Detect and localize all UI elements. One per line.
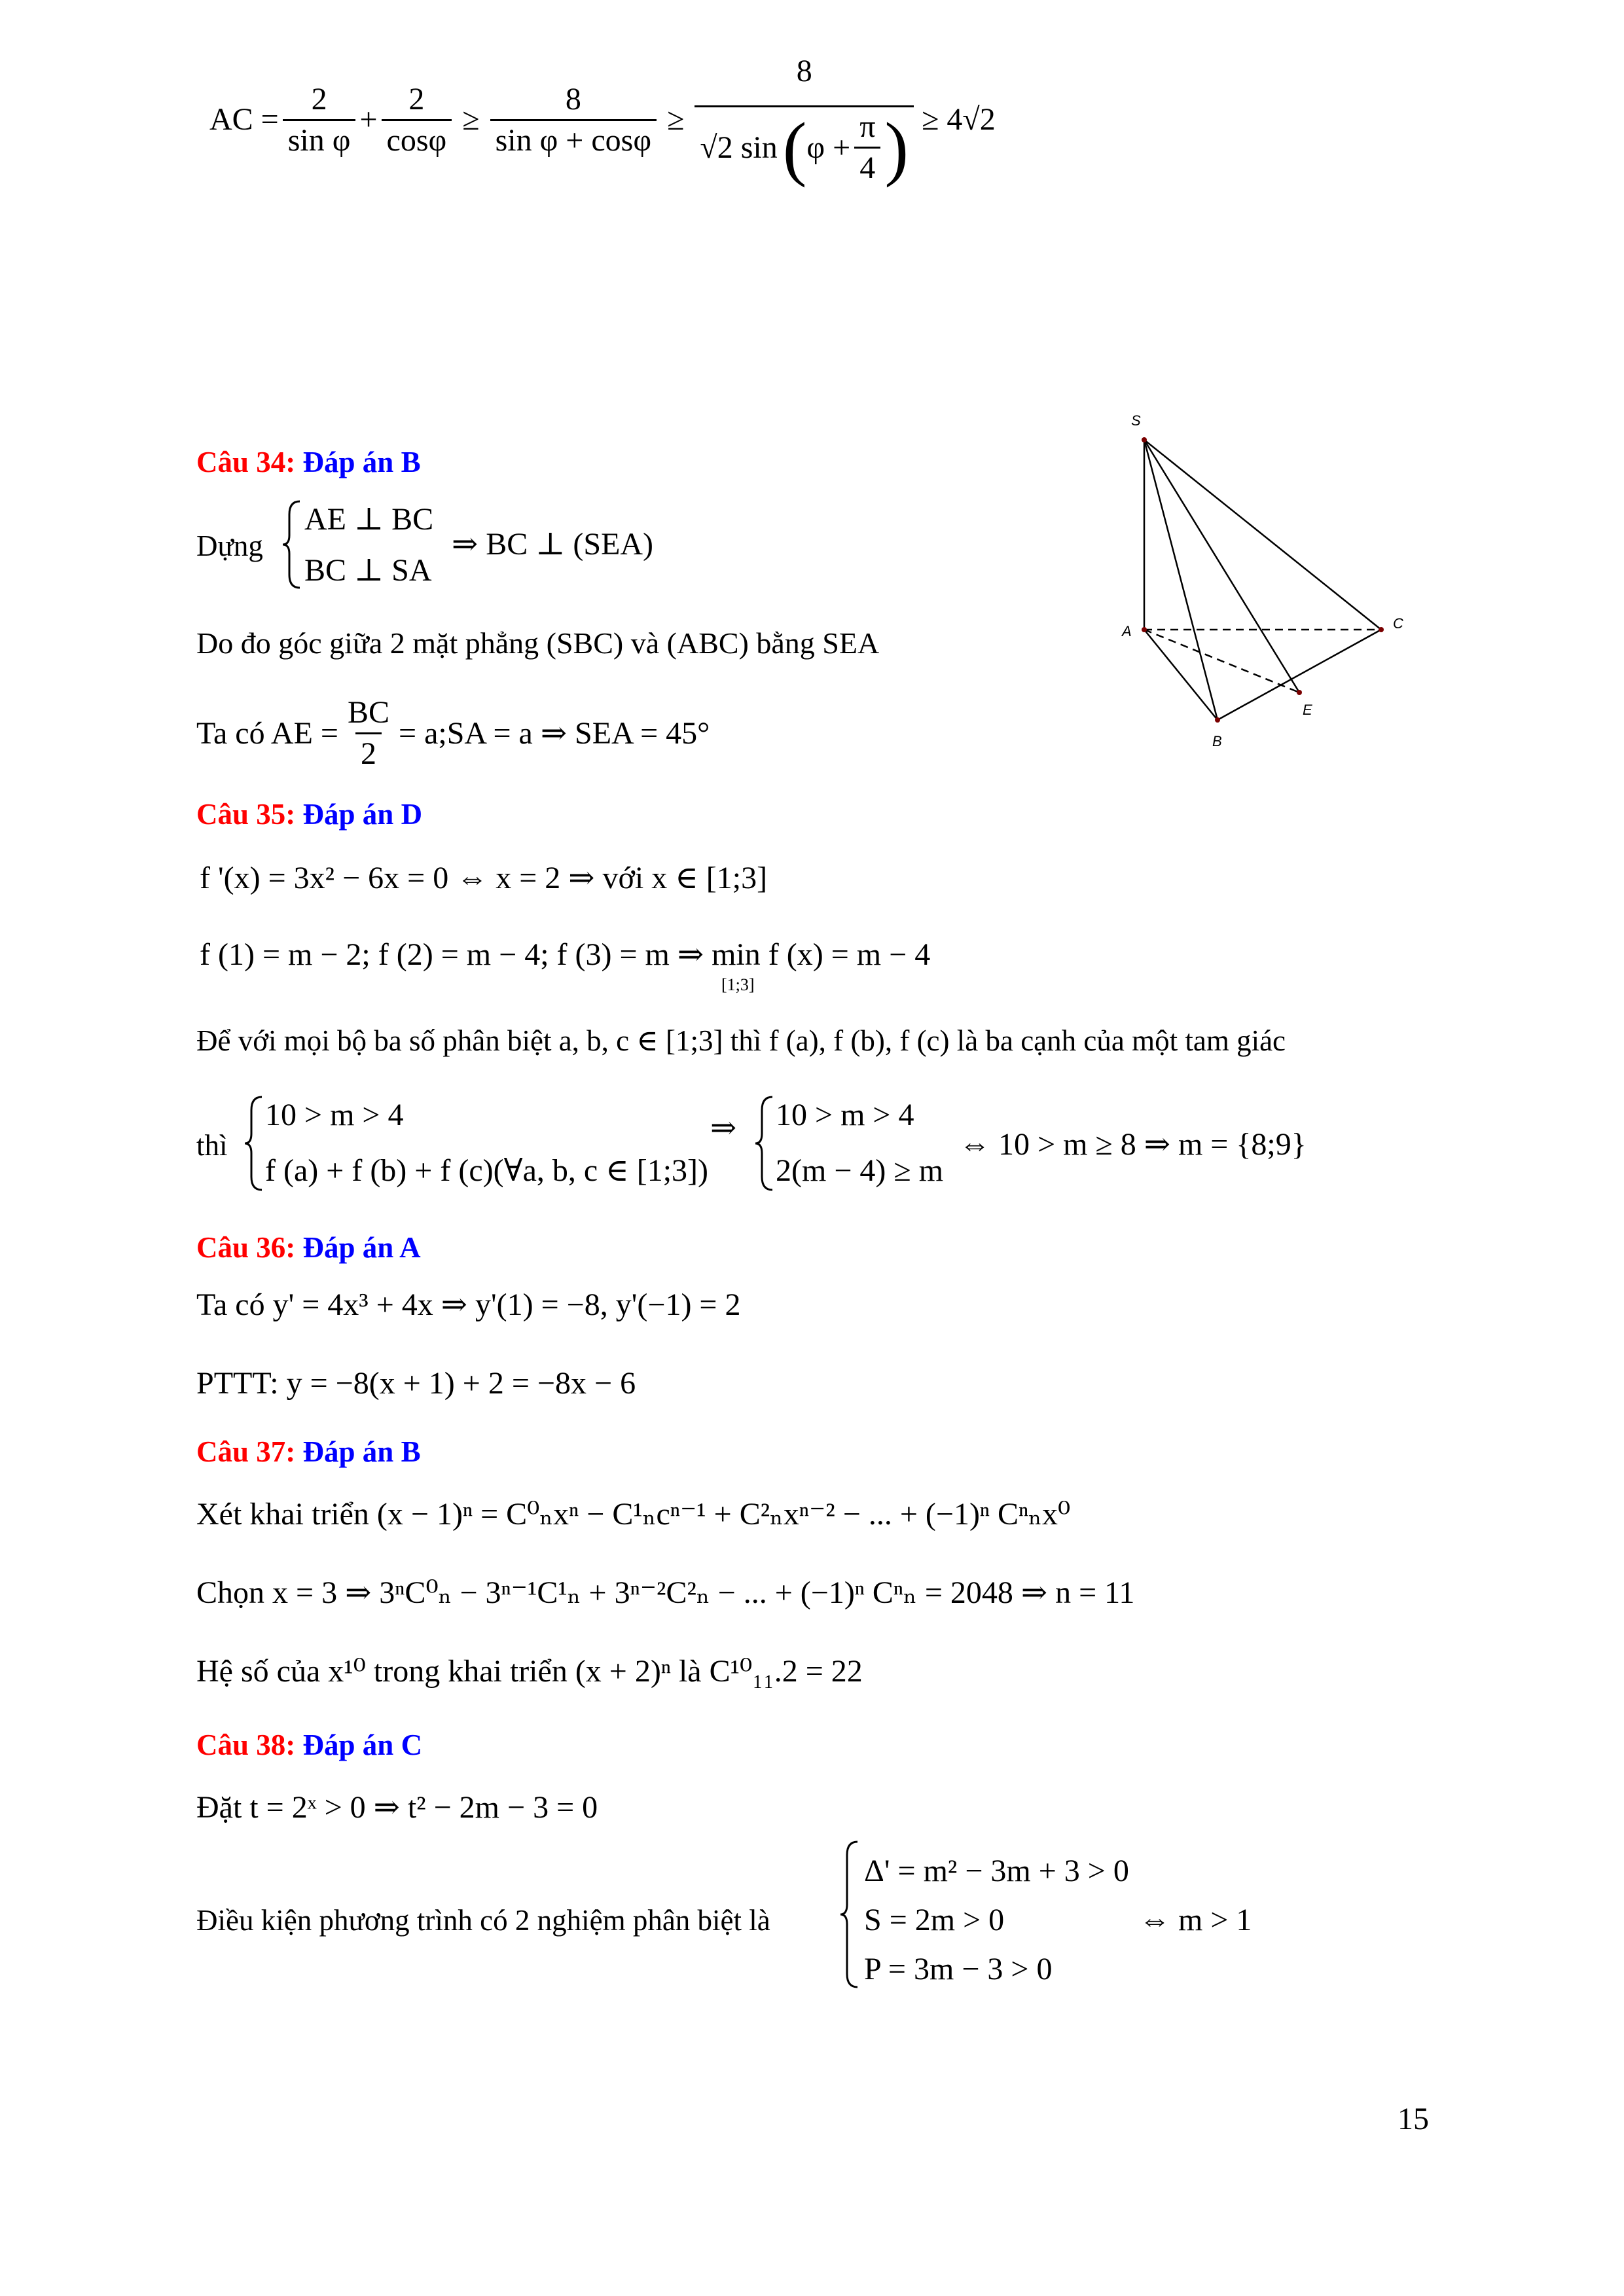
numerator: π: [859, 109, 876, 144]
label-E: E: [1303, 702, 1312, 718]
paren-close: ): [884, 107, 909, 188]
edge-SB: [1144, 440, 1218, 720]
q34-line3-prefix: Ta có AE =: [196, 715, 338, 751]
page-number: 15: [1398, 2102, 1429, 2136]
q35-line2: f (1) = m − 2; f (2) = m − 4; f (3) = m ⇒ min f (x) = m − 4: [200, 937, 931, 972]
paren-open: (: [782, 107, 807, 188]
denominator: cosφ: [382, 119, 452, 156]
numerator: 8: [796, 54, 812, 88]
label-B: B: [1212, 733, 1222, 749]
edge-SC: [1144, 440, 1381, 630]
q38-sys-2: S = 2m > 0: [864, 1903, 1005, 1937]
q34-sys-line2: BC ⊥ SA: [304, 553, 432, 588]
q38-heading: [196, 1728, 422, 1762]
q34-sys-result: ⇒ BC ⊥ (SEA): [452, 527, 654, 562]
q34-line3-suffix: = a;SA = a ⇒ SEA = 45°: [399, 715, 710, 751]
q35-min-subscript: [1;3]: [721, 975, 755, 994]
top-formula: [209, 54, 996, 188]
q35-sysB-1: 10 > m > 4: [776, 1098, 914, 1132]
q38-sys-3: P = 3m − 3 > 0: [864, 1952, 1053, 1986]
numerator: 8: [565, 81, 581, 117]
q36-answer: Đáp án A: [302, 1231, 421, 1264]
denominator: sin φ + cosφ: [490, 119, 657, 156]
q36-title: Câu 36:: [196, 1231, 296, 1264]
fraction: [342, 697, 395, 770]
q34-dung-label: Dựng: [196, 529, 263, 562]
fraction: [490, 81, 657, 158]
geq-sign: ≥: [667, 102, 685, 137]
q34-line3: [196, 697, 710, 770]
pi-fraction: [854, 111, 880, 184]
q35-sysA-1: 10 > m > 4: [265, 1098, 404, 1132]
numerator: 2: [408, 81, 425, 117]
q37-answer: Đáp án B: [302, 1435, 421, 1468]
edge-BC: [1218, 630, 1381, 720]
fraction: [283, 81, 356, 158]
q34-title: Câu 34:: [196, 446, 296, 478]
q35-sysB-2: 2(m − 4) ≥ m: [776, 1153, 944, 1188]
left-brace-icon: [242, 1094, 264, 1193]
edge-SE: [1144, 440, 1299, 692]
label-S: S: [1131, 412, 1141, 429]
q35-title: Câu 35:: [196, 798, 296, 831]
q35-line3: Để với mọi bộ ba số phân biệt a, b, c ∈ [1;3] thì f (a), f (b), f (c) là ba cạnh của một tam giác: [196, 1024, 1286, 1057]
q34-answer: Đáp án B: [302, 446, 421, 478]
numerator: 2: [311, 81, 327, 117]
q35-line1: f '(x) = 3x² − 6x = 0 ⇔ x = 2 ⇒ với x ∈ [1;3]: [200, 861, 768, 895]
phi-term: φ +: [806, 130, 851, 165]
denominator: 2: [355, 732, 382, 770]
geq-sign: ≥: [462, 102, 480, 137]
fraction: [382, 81, 452, 158]
q34-heading: [196, 445, 421, 479]
q37-line3: Hệ số của x¹⁰ trong khai triển (x + 2)ⁿ là C¹⁰₁₁.2 = 22: [196, 1654, 863, 1689]
q35-sysA-2: f (a) + f (b) + f (c)(∀a, b, c ∈ [1;3]): [265, 1153, 708, 1188]
q38-cond-label: Điều kiện phương trình có 2 nghiệm phân biệt là: [196, 1904, 770, 1937]
plus-sign: +: [359, 102, 378, 137]
denominator: sin φ: [283, 119, 356, 156]
q37-line2: Chọn x = 3 ⇒ 3ⁿC⁰ₙ − 3ⁿ⁻¹C¹ₙ + 3ⁿ⁻²C²ₙ − ... + (−1)ⁿ Cⁿₙ = 2048 ⇒ n = 11: [196, 1575, 1135, 1610]
formula-lhs: AC =: [209, 102, 279, 137]
left-brace-icon: [838, 1839, 860, 1990]
denominator: 4: [854, 147, 880, 184]
fraction: [695, 54, 914, 188]
left-brace-icon: [280, 499, 302, 590]
q38-answer: Đáp án C: [302, 1729, 423, 1761]
q35-answer: Đáp án D: [302, 798, 423, 831]
q38-sys-1: Δ' = m² − 3m + 3 > 0: [864, 1854, 1129, 1888]
q37-title: Câu 37:: [196, 1435, 296, 1468]
numerator: BC: [347, 695, 390, 730]
q34-line2: Do đo góc giữa 2 mặt phẳng (SBC) và (ABC) bằng SEA: [196, 626, 880, 660]
pyramid-figure: [1106, 399, 1420, 766]
label-C: C: [1393, 615, 1403, 632]
q37-heading: [196, 1435, 421, 1469]
denominator: [695, 105, 914, 188]
q38-title: Câu 38:: [196, 1729, 296, 1761]
q35-heading: [196, 797, 422, 831]
q34-sys-line1: AE ⊥ BC: [304, 502, 434, 537]
label-A: A: [1122, 623, 1132, 639]
q38-line1: Đặt t = 2ˣ > 0 ⇒ t² − 2m − 3 = 0: [196, 1790, 598, 1825]
q38-result: ⇔ m > 1: [1139, 1903, 1252, 1937]
formula-tail: ≥ 4√2: [922, 102, 996, 137]
q37-line1: Xét khai triển (x − 1)ⁿ = C⁰ₙxⁿ − C¹ₙcⁿ⁻¹ + C²ₙxⁿ⁻² − ... + (−1)ⁿ Cⁿₙx⁰: [196, 1497, 1071, 1532]
q35-arrow: ⇒: [710, 1111, 737, 1145]
q35-thi: thì: [196, 1129, 228, 1162]
left-brace-icon: [753, 1094, 775, 1193]
q36-line2: PTTT: y = −8(x + 1) + 2 = −8x − 6: [196, 1366, 636, 1401]
sqrt-sin: √2 sin: [700, 130, 778, 165]
q36-line1: Ta có y' = 4x³ + 4x ⇒ y'(1) = −8, y'(−1) = 2: [196, 1287, 741, 1322]
edge-AE: [1144, 630, 1299, 692]
q35-result: ⇔ 10 > m ≥ 8 ⇒ m = {8;9}: [959, 1127, 1307, 1162]
q36-heading: [196, 1230, 421, 1265]
